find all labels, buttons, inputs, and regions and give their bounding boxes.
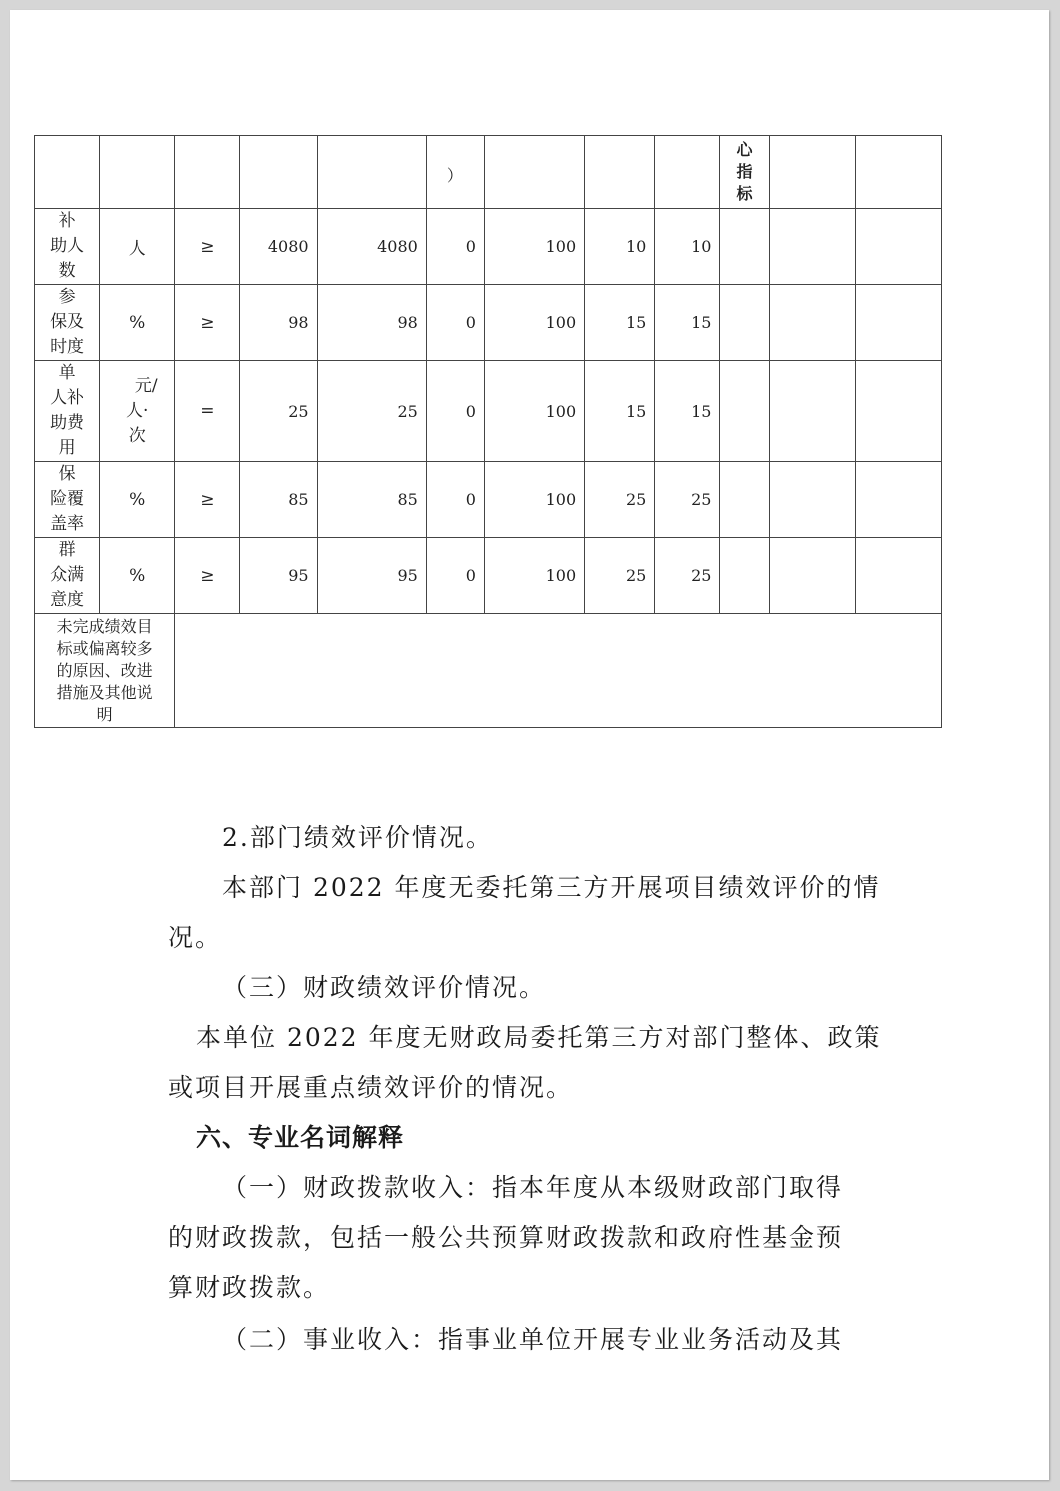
completion-rate: 100 (484, 209, 584, 285)
indicator-symbol: ≥ (175, 285, 240, 361)
paragraph-dept-evaluation-line2: 况。 (168, 923, 223, 952)
actual-value: 98 (317, 285, 426, 361)
paragraph-fiscal-evaluation-title: （三）财政绩效评价情况。 (222, 973, 547, 1002)
paragraph-business-income-line1: （二）事业收入：指事业单位开展专业业务活动及其 (222, 1325, 844, 1354)
deviation-value: 0 (426, 462, 484, 538)
weight-value: 10 (585, 209, 655, 285)
score-value: 15 (655, 285, 720, 361)
completion-rate: 100 (484, 285, 584, 361)
indicator-unit: % (100, 462, 175, 538)
target-value: 4080 (240, 209, 317, 285)
indicator-symbol: = (175, 361, 240, 462)
score-value: 10 (655, 209, 720, 285)
paragraph-fiscal-appropriation-line2: 的财政拨款，包括一般公共预算财政拨款和政府性基金预 (168, 1223, 844, 1252)
score-value: 25 (655, 538, 720, 614)
table-row (35, 209, 942, 285)
indicator-symbol: ≥ (175, 462, 240, 538)
indicator-symbol: ≥ (175, 209, 240, 285)
explanation-row (35, 614, 942, 728)
paragraph-fiscal-evaluation-line2: 或项目开展重点绩效评价的情况。 (168, 1073, 574, 1102)
completion-rate: 100 (484, 361, 584, 462)
weight-value: 15 (585, 361, 655, 462)
completion-rate: 100 (484, 538, 584, 614)
actual-value: 4080 (317, 209, 426, 285)
indicator-name: 参 保及 时度 (35, 285, 100, 361)
paren-fragment: ） (446, 165, 463, 185)
paragraph-fiscal-evaluation-line1: 本单位 2022 年度无财政局委托第三方对部门整体、政策 (196, 1023, 882, 1052)
explanation-label: 未完成绩效目 标或偏离较多 的原因、改进 措施及其他说 明 (35, 614, 175, 728)
paragraph-fiscal-appropriation-line1: （一）财政拨款收入：指本年度从本级财政部门取得 (222, 1173, 844, 1202)
indicator-name: 单 人补 助费 用 (35, 361, 100, 462)
explanation-content (175, 614, 942, 728)
table-row-continued-header (35, 136, 942, 209)
actual-value: 85 (317, 462, 426, 538)
table-row (35, 462, 942, 538)
target-value: 95 (240, 538, 317, 614)
table-row (35, 361, 942, 462)
table-row (35, 285, 942, 361)
deviation-value: 0 (426, 209, 484, 285)
actual-value: 25 (317, 361, 426, 462)
indicator-unit: % (100, 538, 175, 614)
score-value: 15 (655, 361, 720, 462)
paragraph-fiscal-appropriation-line3: 算财政拨款。 (168, 1273, 331, 1302)
performance-indicator-table (34, 135, 942, 728)
score-value: 25 (655, 462, 720, 538)
indicator-symbol: ≥ (175, 538, 240, 614)
section-heading-terms: 六、专业名词解释 (196, 1123, 405, 1152)
weight-value: 15 (585, 285, 655, 361)
target-value: 98 (240, 285, 317, 361)
indicator-name: 补 助人 数 (35, 209, 100, 285)
document-page (10, 10, 1049, 1480)
paragraph-dept-evaluation-line1: 本部门 2022 年度无委托第三方开展项目绩效评价的情 (222, 873, 881, 902)
completion-rate: 100 (484, 462, 584, 538)
deviation-value: 0 (426, 538, 484, 614)
weight-value: 25 (585, 538, 655, 614)
deviation-value: 0 (426, 361, 484, 462)
actual-value: 95 (317, 538, 426, 614)
indicator-unit: 元/ 人· 次 (100, 361, 175, 462)
indicator-name: 群 众满 意度 (35, 538, 100, 614)
indicator-name: 保 险覆 盖率 (35, 462, 100, 538)
weight-value: 25 (585, 462, 655, 538)
paragraph-dept-evaluation-title: 2.部门绩效评价情况。 (222, 823, 493, 852)
core-indicator-label: 心 指 标 (720, 136, 769, 209)
indicator-unit: % (100, 285, 175, 361)
target-value: 85 (240, 462, 317, 538)
indicator-unit: 人 (100, 209, 175, 285)
table-row (35, 538, 942, 614)
deviation-value: 0 (426, 285, 484, 361)
target-value: 25 (240, 361, 317, 462)
